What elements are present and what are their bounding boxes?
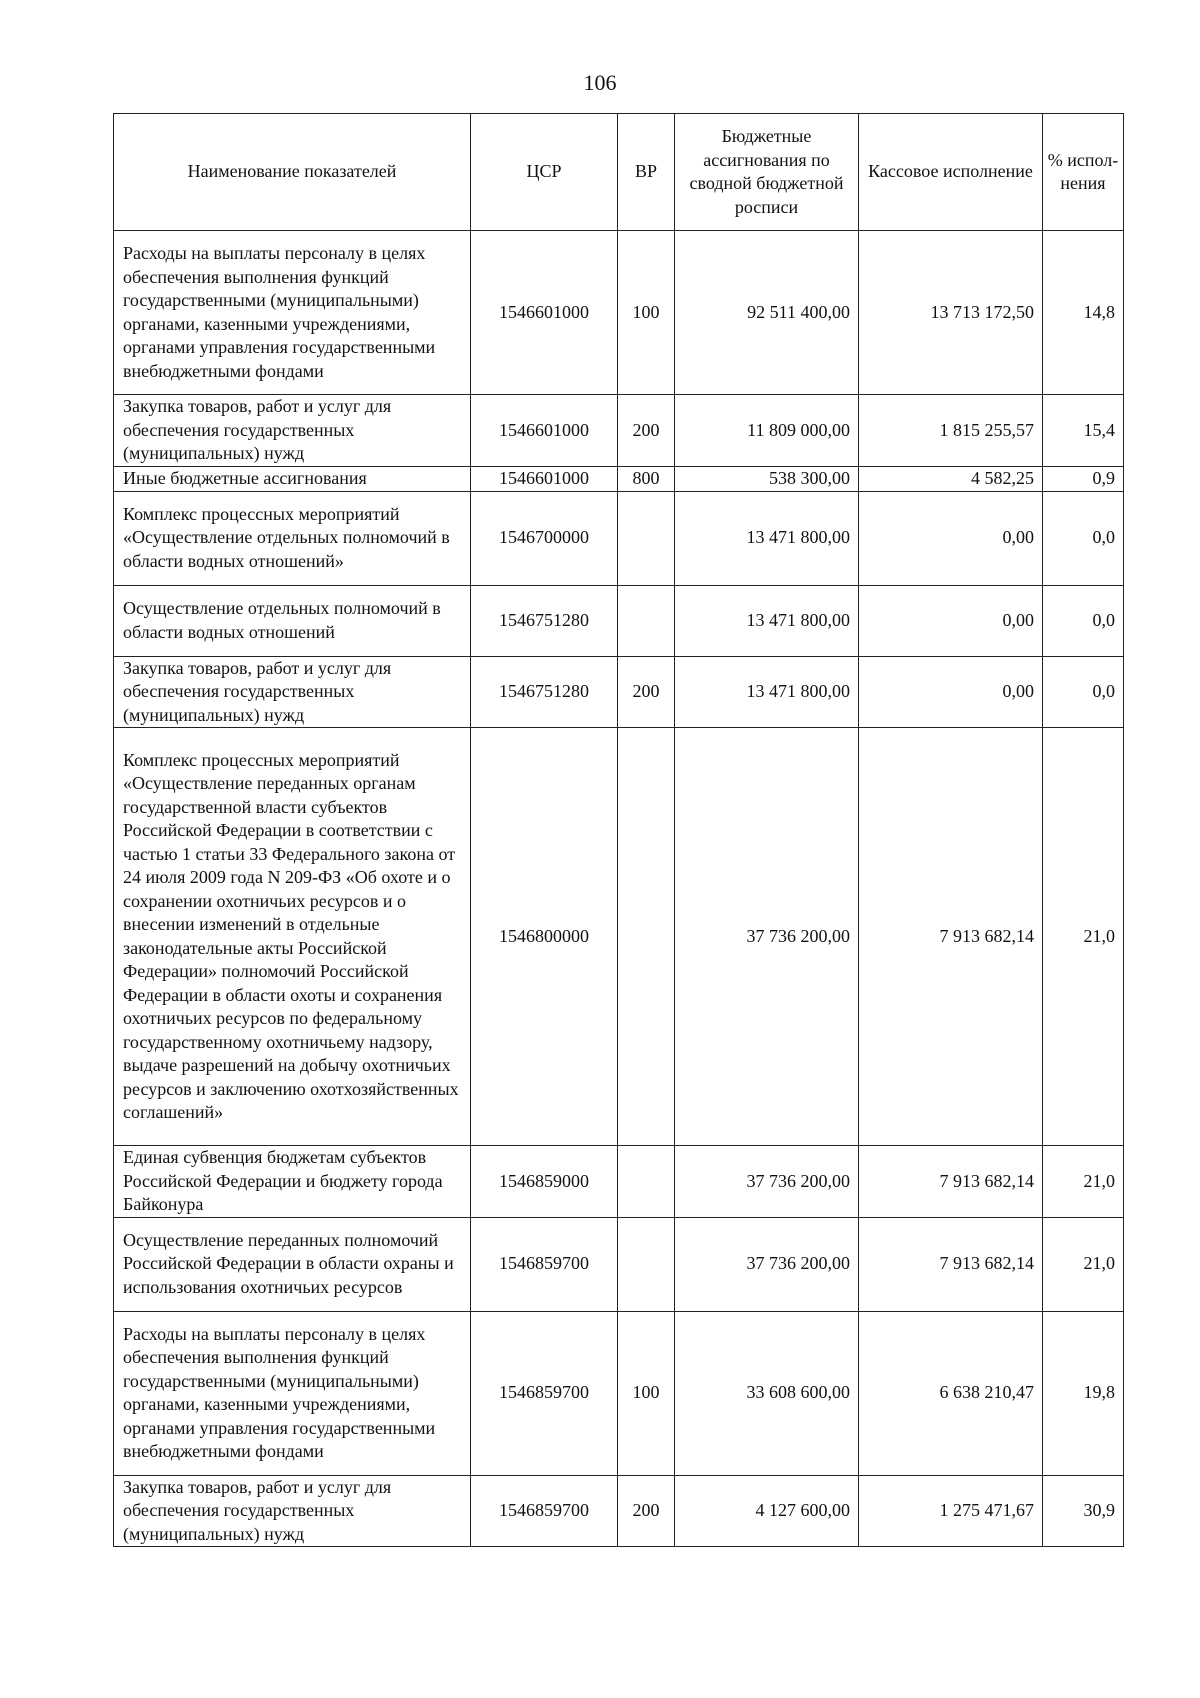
row-name: Закупка товаров, работ и услуг для обеспечения государственных (муниципальных) нужд: [114, 656, 471, 728]
row-csr: 1546859700: [471, 1217, 618, 1311]
row-csr: 1546859000: [471, 1146, 618, 1218]
row-name: Закупка товаров, работ и услуг для обеспечения государственных (муниципальных) нужд: [114, 395, 471, 467]
row-percent: 0,0: [1043, 656, 1124, 728]
row-vr: 100: [618, 1311, 675, 1475]
row-percent: 21,0: [1043, 1217, 1124, 1311]
row-cash: 4 582,25: [859, 467, 1043, 492]
row-name: Осуществление отдельных полномочий в области водных отношений: [114, 585, 471, 656]
row-percent: 15,4: [1043, 395, 1124, 467]
row-budget: 13 471 800,00: [675, 656, 859, 728]
row-vr: 200: [618, 1475, 675, 1547]
row-csr: 1546601000: [471, 395, 618, 467]
row-vr: 200: [618, 656, 675, 728]
row-cash: 0,00: [859, 585, 1043, 656]
row-name: Комплекс процессных мероприятий «Осуществление переданных органам государственной власти субъектов Российской Федерации в соответствии с частью 1 статьи 33 Федерального закона от 24 июля 2009 года N 209-ФЗ «Об охоте и о сохранении охотничьих ресурсов и о внесении изменений в отдельные законодательные акты Российской Федерации» полномочий Российской Федерации в области охоты и сохранения охотничьих ресурсов по федеральному государственному охотничьему надзору, выдаче разрешений на добычу охотничьих ресурсов и заключению охотхозяйственных соглашений»: [114, 728, 471, 1146]
header-csr: ЦСР: [471, 114, 618, 231]
row-cash: 7 913 682,14: [859, 728, 1043, 1146]
row-vr: 200: [618, 395, 675, 467]
row-budget: 37 736 200,00: [675, 728, 859, 1146]
row-name: Комплекс процессных мероприятий «Осуществление отдельных полномочий в области водных отношений»: [114, 491, 471, 585]
row-name: Расходы на выплаты персоналу в целях обеспечения выполнения функций государственными (муниципальными) органами, казенными учреждениями, органами управления государственными внебюджетными фондами: [114, 231, 471, 395]
row-cash: 1 275 471,67: [859, 1475, 1043, 1547]
row-budget: 13 471 800,00: [675, 585, 859, 656]
row-cash: 0,00: [859, 491, 1043, 585]
row-budget: 37 736 200,00: [675, 1217, 859, 1311]
table-row: [114, 656, 1124, 728]
row-name: Расходы на выплаты персоналу в целях обеспечения выполнения функций государственными (муниципальными) органами, казенными учреждениями, органами управления государственными внебюджетными фондами: [114, 1311, 471, 1475]
row-csr: 1546700000: [471, 491, 618, 585]
row-vr: 800: [618, 467, 675, 492]
row-percent: 0,0: [1043, 585, 1124, 656]
row-name: Осуществление переданных полномочий Российской Федерации в области охраны и использования охотничьих ресурсов: [114, 1217, 471, 1311]
row-percent: 19,8: [1043, 1311, 1124, 1475]
header-percent-execution: % испол-нения: [1043, 114, 1124, 231]
header-budget-allocations: Бюджетные ассигнования по сводной бюджетной росписи: [675, 114, 859, 231]
row-percent: 0,0: [1043, 491, 1124, 585]
table-row: [114, 1146, 1124, 1218]
row-csr: 1546601000: [471, 467, 618, 492]
row-percent: 21,0: [1043, 1146, 1124, 1218]
table-row: [114, 395, 1124, 467]
row-vr: [618, 491, 675, 585]
header-row: [114, 114, 1124, 231]
row-percent: 14,8: [1043, 231, 1124, 395]
row-name: Иные бюджетные ассигнования: [114, 467, 471, 492]
row-vr: 100: [618, 231, 675, 395]
row-budget: 92 511 400,00: [675, 231, 859, 395]
row-percent: 0,9: [1043, 467, 1124, 492]
row-cash: 7 913 682,14: [859, 1217, 1043, 1311]
page-number: 106: [583, 70, 617, 95]
table-row: [114, 1475, 1124, 1547]
row-csr: 1546751280: [471, 585, 618, 656]
row-vr: [618, 728, 675, 1146]
row-vr: [618, 585, 675, 656]
table-row: [114, 1311, 1124, 1475]
table-row: [114, 467, 1124, 492]
row-budget: 37 736 200,00: [675, 1146, 859, 1218]
row-csr: 1546800000: [471, 728, 618, 1146]
row-budget: 538 300,00: [675, 467, 859, 492]
row-csr: 1546859700: [471, 1311, 618, 1475]
row-budget: 13 471 800,00: [675, 491, 859, 585]
table-row: [114, 1217, 1124, 1311]
row-cash: 0,00: [859, 656, 1043, 728]
row-cash: 6 638 210,47: [859, 1311, 1043, 1475]
table-row: [114, 728, 1124, 1146]
row-csr: 1546859700: [471, 1475, 618, 1547]
row-budget: 11 809 000,00: [675, 395, 859, 467]
header-name: Наименование показателей: [114, 114, 471, 231]
row-vr: [618, 1146, 675, 1218]
row-name: Закупка товаров, работ и услуг для обеспечения государственных (муниципальных) нужд: [114, 1475, 471, 1547]
header-cash-execution: Кассовое исполнение: [859, 114, 1043, 231]
row-cash: 13 713 172,50: [859, 231, 1043, 395]
table-row: [114, 585, 1124, 656]
row-cash: 1 815 255,57: [859, 395, 1043, 467]
table-row: [114, 231, 1124, 395]
row-name: Единая субвенция бюджетам субъектов Российской Федерации и бюджету города Байконура: [114, 1146, 471, 1218]
row-percent: 30,9: [1043, 1475, 1124, 1547]
row-budget: 4 127 600,00: [675, 1475, 859, 1547]
row-csr: 1546601000: [471, 231, 618, 395]
row-budget: 33 608 600,00: [675, 1311, 859, 1475]
row-percent: 21,0: [1043, 728, 1124, 1146]
row-vr: [618, 1217, 675, 1311]
row-csr: 1546751280: [471, 656, 618, 728]
header-vr: ВР: [618, 114, 675, 231]
table-row: [114, 491, 1124, 585]
row-cash: 7 913 682,14: [859, 1146, 1043, 1218]
budget-execution-table: [113, 113, 1124, 1547]
